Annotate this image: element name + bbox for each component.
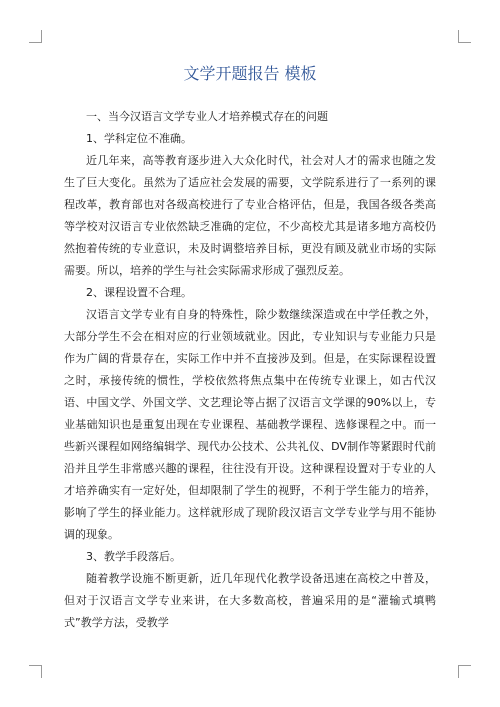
crop-mark-bottom-left: [29, 665, 42, 678]
body-paragraph: 汉语言文学专业有自身的特殊性，除少数继续深造或在中学任教之外，大部分学生不会在相对应的行业领域就业。因此，专业知识与专业能力只是作为广阔的背景存在，实际工作中并不直接涉及到。但是，在实际课程设置之时，承接传统的惯性，学校依然将焦点集中在传统专业课上，如古代汉语、中国文学、外国文学、文艺理论等占据了汉语言文学课的90%以上，专业基础知识也是重复出现在专业课程、基础教学课程、选修课程之中。而一些新兴课程如网络编辑学、现代办公技术、公共礼仪、DV制作等紧跟时代前沿并且学生非常感兴趣的课程，往往没有开设。这种课程设置对于专业的人才培养确实有一定好处，但却限制了学生的视野，不利于学生能力的培养，影响了学生的择业能力。这样就形成了现阶段汉语言文学专业学与用不能协调的现象。: [64, 308, 436, 541]
document-body: [64, 106, 436, 634]
subsection-heading: 3、教学手段落后。: [86, 550, 181, 563]
body-paragraph: 随着教学设施不断更新，近几年现代化教学设备迅速在高校之中普及，但对于汉语言文学专业来讲，在大多数高校，普遍采用的是“灌输式填鸭式”教学方法，受教学: [64, 572, 436, 629]
subsection-heading: 1、学科定位不准确。: [86, 132, 192, 145]
document-title: 文学开题报告 模板: [183, 64, 317, 83]
crop-mark-bottom-right: [458, 665, 471, 678]
body-paragraph: 近几年来，高等教育逐步进入大众化时代，社会对人才的需求也随之发生了巨大变化。虽然为了适应社会发展的需要，文学院系进行了一系列的课程改革，教育部也对各级高校进行了专业合格评估，但是，我国各级各类高等学校对汉语言专业依然缺乏准确的定位，不少高校尤其是诸多地方高校仍然抱着传统的专业意识，未及时调整培养目标，更没有顾及就业市场的实际需要。所以，培养的学生与社会实际需求形成了强烈反差。: [64, 154, 436, 277]
section-heading: 一、当今汉语言文学专业人才培养模式存在的问题: [86, 110, 328, 123]
crop-mark-top-left: [29, 30, 42, 43]
subsection-heading: 2、课程设置不合理。: [86, 286, 192, 299]
crop-mark-top-right: [458, 30, 471, 43]
